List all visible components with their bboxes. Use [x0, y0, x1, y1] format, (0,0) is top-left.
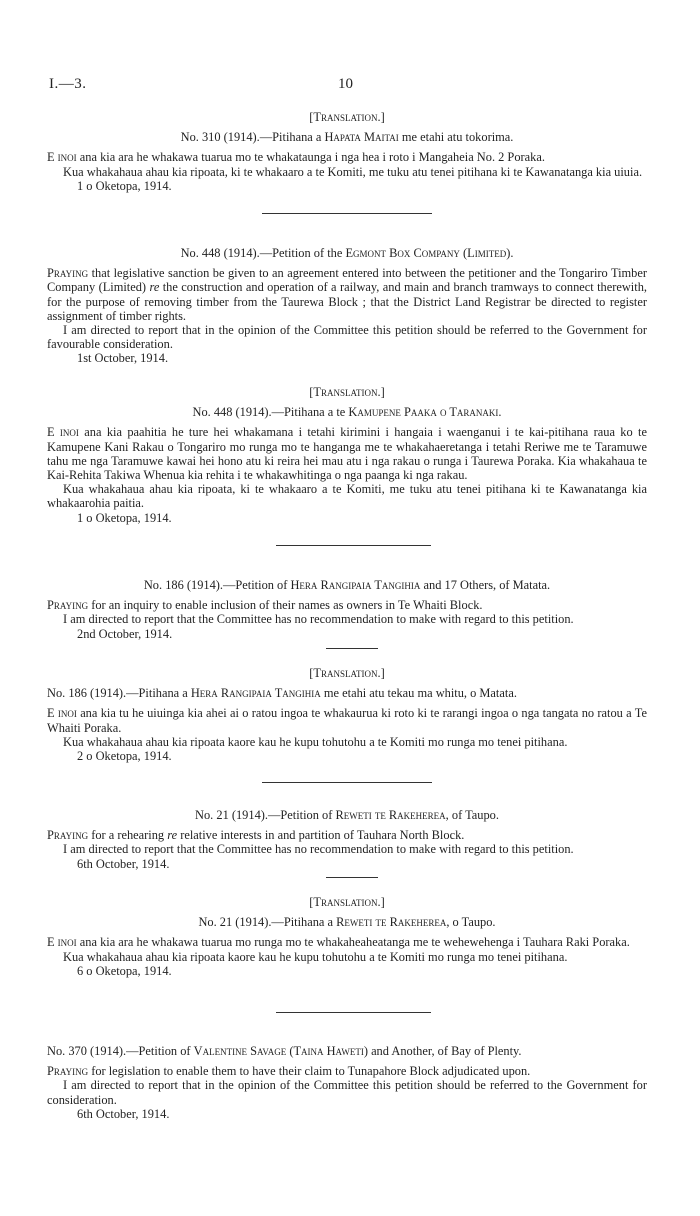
petition-prayer: Praying for an inquiry to enable inclusion of their names as owners in Te Whaiti Block. [47, 598, 483, 613]
petition-heading: No. 448 (1914).—Petition of the Egmont Box Company (Limited). [180, 246, 514, 260]
petition-prayer: Praying for a rehearing re relative interests in and partition of Tauhara North Block. [47, 828, 465, 843]
section-divider [262, 213, 432, 214]
petition-heading: No. 21 (1914).—Pitihana a Reweti te Rakeherea, o Taupo. [198, 915, 496, 930]
report-date: 6 o Oketopa, 1914. [77, 963, 172, 978]
section-divider [276, 1012, 431, 1013]
petition-186 [47, 578, 647, 641]
petition-heading: No. 448 (1914).—Pitihana a te Kamupene Paaka o Taranaki. [192, 405, 502, 420]
section-divider [326, 877, 378, 878]
report-date: 6th October, 1914. [77, 1106, 170, 1121]
report-date: 2nd October, 1914. [77, 626, 173, 641]
petition-heading: No. 370 (1914).—Petition of Valentine Savage (Taina Haweti) and Another, of Bay of Plenty. [47, 1044, 522, 1058]
committee-report: Kua whakahaua ahau kia ripoata kaore kau he kupu tohutohu a te Komiti mo runga mo tenei pitihana. [63, 734, 568, 749]
petition-prayer: Praying for legislation to enable them to have their claim to Tunapahore Block adjudicated upon. [47, 1064, 531, 1079]
petition-heading: No. 21 (1914).—Petition of Reweti te Rakeherea, of Taupo. [195, 808, 499, 822]
section-divider [262, 782, 432, 783]
committee-report: I am directed to report that in the opinion of the Committee this petition should be referred to the Government for favourable consideration. [47, 323, 647, 352]
page-number: 10 [338, 76, 353, 92]
report-date: 2 o Oketopa, 1914. [77, 749, 172, 764]
committee-report: Kua whakahaua ahau kia ripoata, ki te whakaaro a te Komiti, me tuku atu tenei pitihana ki te Kawanatanga kia whakaarohia paitia. [47, 482, 647, 511]
petition-prayer: E inoi ana kia ara he whakawa tuarua mo te whakataunga i nga hea i roto i Mangaheia No. 2 Poraka. [47, 150, 545, 165]
petition-21-translation [47, 895, 647, 978]
section-divider [326, 648, 378, 649]
translation-label: [Translation.] [309, 385, 385, 399]
report-date: 6th October, 1914. [77, 856, 170, 871]
petition-448 [47, 246, 647, 366]
petition-prayer: E inoi ana kia tu he uiuinga kia ahei ai o ratou ingoa te whakaurua ki roto ki te rarangi ingoa o nga tangata no ratou a Te Whaiti Poraka. [47, 706, 647, 735]
translation-label: [Translation.] [309, 666, 385, 680]
translation-label: [Translation.] [309, 895, 385, 909]
document-reference: I.—3. [49, 76, 87, 92]
petition-heading: No. 186 (1914).—Pitihana a Hera Rangipaia Tangihia me etahi atu tekau ma whitu, o Matata. [47, 686, 517, 701]
petition-186-translation [47, 666, 647, 763]
petition-21 [47, 808, 647, 871]
petition-prayer: E inoi ana kia paahitia he ture hei whakamana i tetahi kirimini i hangaia i waenganui i te kai-pitihana raua ko te Kamupene Kani Rakau o Tongariro mo runga mo te hanganga me te whakahaeretanga i tetahi Reriwe me te Taramuwe tahu me nga Taramuwe kawai hei hono atu ki reira hei mau atu i nga rakau o runga i Taurewa Poraka. Kia whakahaua te Kai-Rehita Takiwa Whenua kia rehita i te whakawhitinga o nga paanga ki nga rakau. [47, 425, 647, 483]
committee-report: Kua whakahaua ahau kia ripoata, ki te whakaaro a te Komiti, me tuku atu tenei pitihana ki te Kawanatanga kia uiuia. [63, 164, 643, 179]
petition-370 [47, 1044, 647, 1121]
section-divider [276, 545, 431, 546]
report-date: 1 o Oketopa, 1914. [77, 178, 172, 193]
report-date: 1 o Oketopa, 1914. [77, 510, 172, 525]
petition-heading: No. 310 (1914).—Pitihana a Hapata Maitai me etahi atu tokorima. [180, 130, 514, 145]
committee-report: I am directed to report that the Committee has no recommendation to make with regard to this petition. [63, 612, 574, 627]
petition-310-translation [47, 110, 647, 193]
committee-report: Kua whakahaua ahau kia ripoata kaore kau he kupu tohutohu a te Komiti mo runga mo tenei pitihana. [63, 949, 568, 964]
translation-label: [Translation.] [309, 110, 385, 124]
committee-report: I am directed to report that the Committee has no recommendation to make with regard to this petition. [63, 842, 574, 857]
report-date: 1st October, 1914. [77, 351, 169, 366]
committee-report: I am directed to report that in the opinion of the Committee this petition should be referred to the Government for consideration. [47, 1078, 647, 1107]
petition-448-translation [47, 385, 647, 525]
petition-heading: No. 186 (1914).—Petition of Hera Rangipaia Tangihia and 17 Others, of Matata. [143, 578, 551, 592]
petition-prayer: E inoi ana kia ara he whakawa tuarua mo runga mo te whakaheaheatanga me te wehewehenga i Tauhara Raki Poraka. [47, 935, 630, 950]
petition-prayer: Praying that legislative sanction be given to an agreement entered into between the petitioner and the Tongariro Timber Company (Limited) re the construction and operation of a railway, and main and branch tramways to connect therewith, for the purpose of removing timber from the Taurewa Block ; that the District Land Registrar be directed to register assignment of timber rights. [47, 266, 647, 323]
